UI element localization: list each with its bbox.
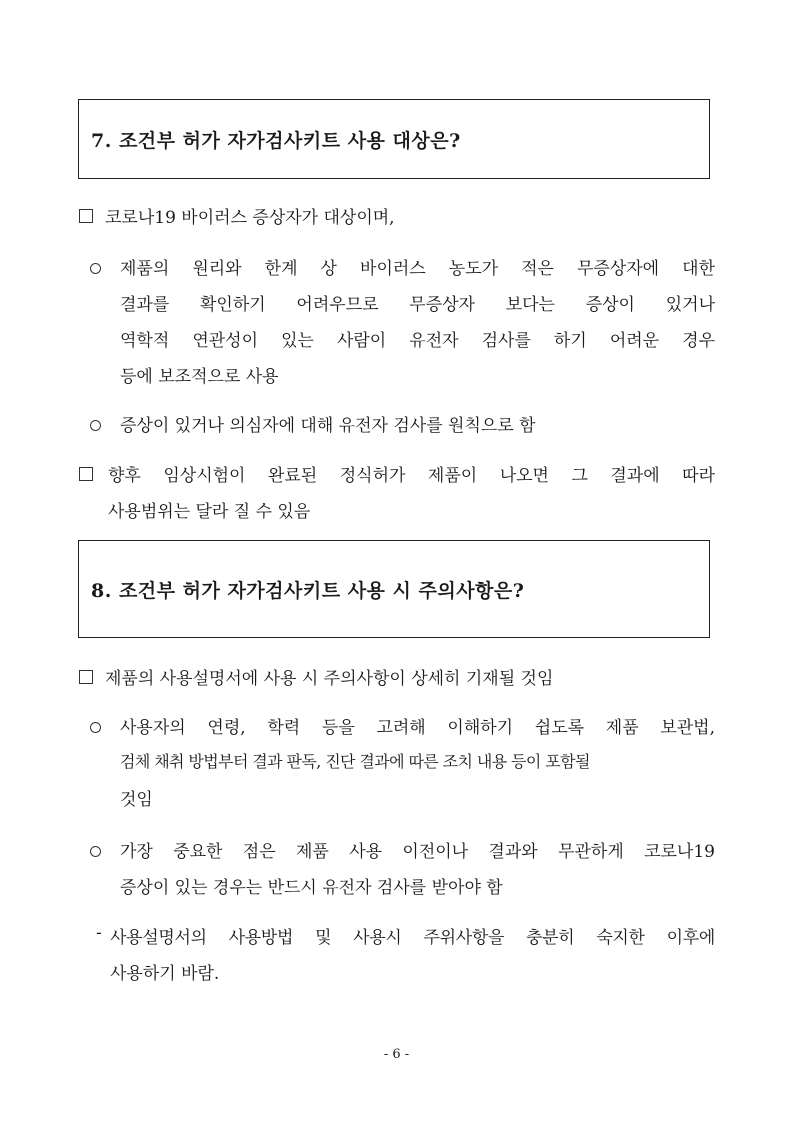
section-7-bullet-2-line-1: 향후 임상시험이 완료된 정식허가 제품이 나오면 그 결과에 따라 xyxy=(108,466,715,486)
dash-marker: - xyxy=(96,923,102,943)
page-number: - 6 - xyxy=(383,1047,410,1062)
section-8-dash-line-2: 사용하기 바람. xyxy=(110,964,220,984)
section-8-bullet-1: 제품의 사용설명서에 사용 시 주의사항이 상세히 기재될 것임 xyxy=(105,669,554,689)
circle-bullet-icon xyxy=(90,263,101,274)
section-8-dash-line-1: 사용설명서의 사용방법 및 사용시 주위사항을 충분히 숙지한 이후에 xyxy=(110,928,715,948)
section-7-title: 7. 조건부 허가 자가검사키트 사용 대상은? xyxy=(91,129,461,152)
section-7-sub-1-line-3: 역학적 연관성이 있는 사람이 유전자 검사를 하기 어려운 경우 xyxy=(120,331,715,351)
square-bullet-icon xyxy=(79,209,93,223)
section-8-heading-box xyxy=(78,540,710,638)
section-8-sub-1-line-2: 검체 채취 방법부터 결과 판독, 진단 결과에 따른 조치 내용 등이 포함될 xyxy=(120,752,590,771)
section-7-sub-1-line-2: 결과를 확인하기 어려우므로 무증상자 보다는 증상이 있거나 xyxy=(120,295,715,315)
section-7-bullet-2-line-2: 사용범위는 달라 질 수 있음 xyxy=(108,502,311,522)
section-8-sub-2-line-1: 가장 중요한 점은 제품 사용 이전이나 결과와 무관하게 코로나19 xyxy=(120,842,715,862)
square-bullet-icon xyxy=(79,670,93,684)
section-8-sub-1-line-1: 사용자의 연령, 학력 등을 고려해 이해하기 쉽도록 제품 보관법, xyxy=(120,718,715,738)
section-7-sub-1-line-1: 제품의 원리와 한계 상 바이러스 농도가 적은 무증상자에 대한 xyxy=(120,259,715,279)
section-7-sub-1-line-4: 등에 보조적으로 사용 xyxy=(120,367,279,387)
section-7-sub-2: 증상이 있거나 의심자에 대해 유전자 검사를 원칙으로 함 xyxy=(120,416,536,436)
circle-bullet-icon xyxy=(90,722,101,733)
section-8-sub-2-line-2: 증상이 있는 경우는 반드시 유전자 검사를 받아야 함 xyxy=(120,878,503,898)
circle-bullet-icon xyxy=(90,420,101,431)
square-bullet-icon xyxy=(79,467,93,481)
section-7-bullet-1: 코로나19 바이러스 증상자가 대상이며, xyxy=(105,208,395,228)
section-8-title: 8. 조건부 허가 자가검사키트 사용 시 주의사항은? xyxy=(91,579,525,602)
circle-bullet-icon xyxy=(90,846,101,857)
section-7-heading-box xyxy=(78,99,710,179)
section-8-sub-1-line-3: 것임 xyxy=(120,790,153,810)
